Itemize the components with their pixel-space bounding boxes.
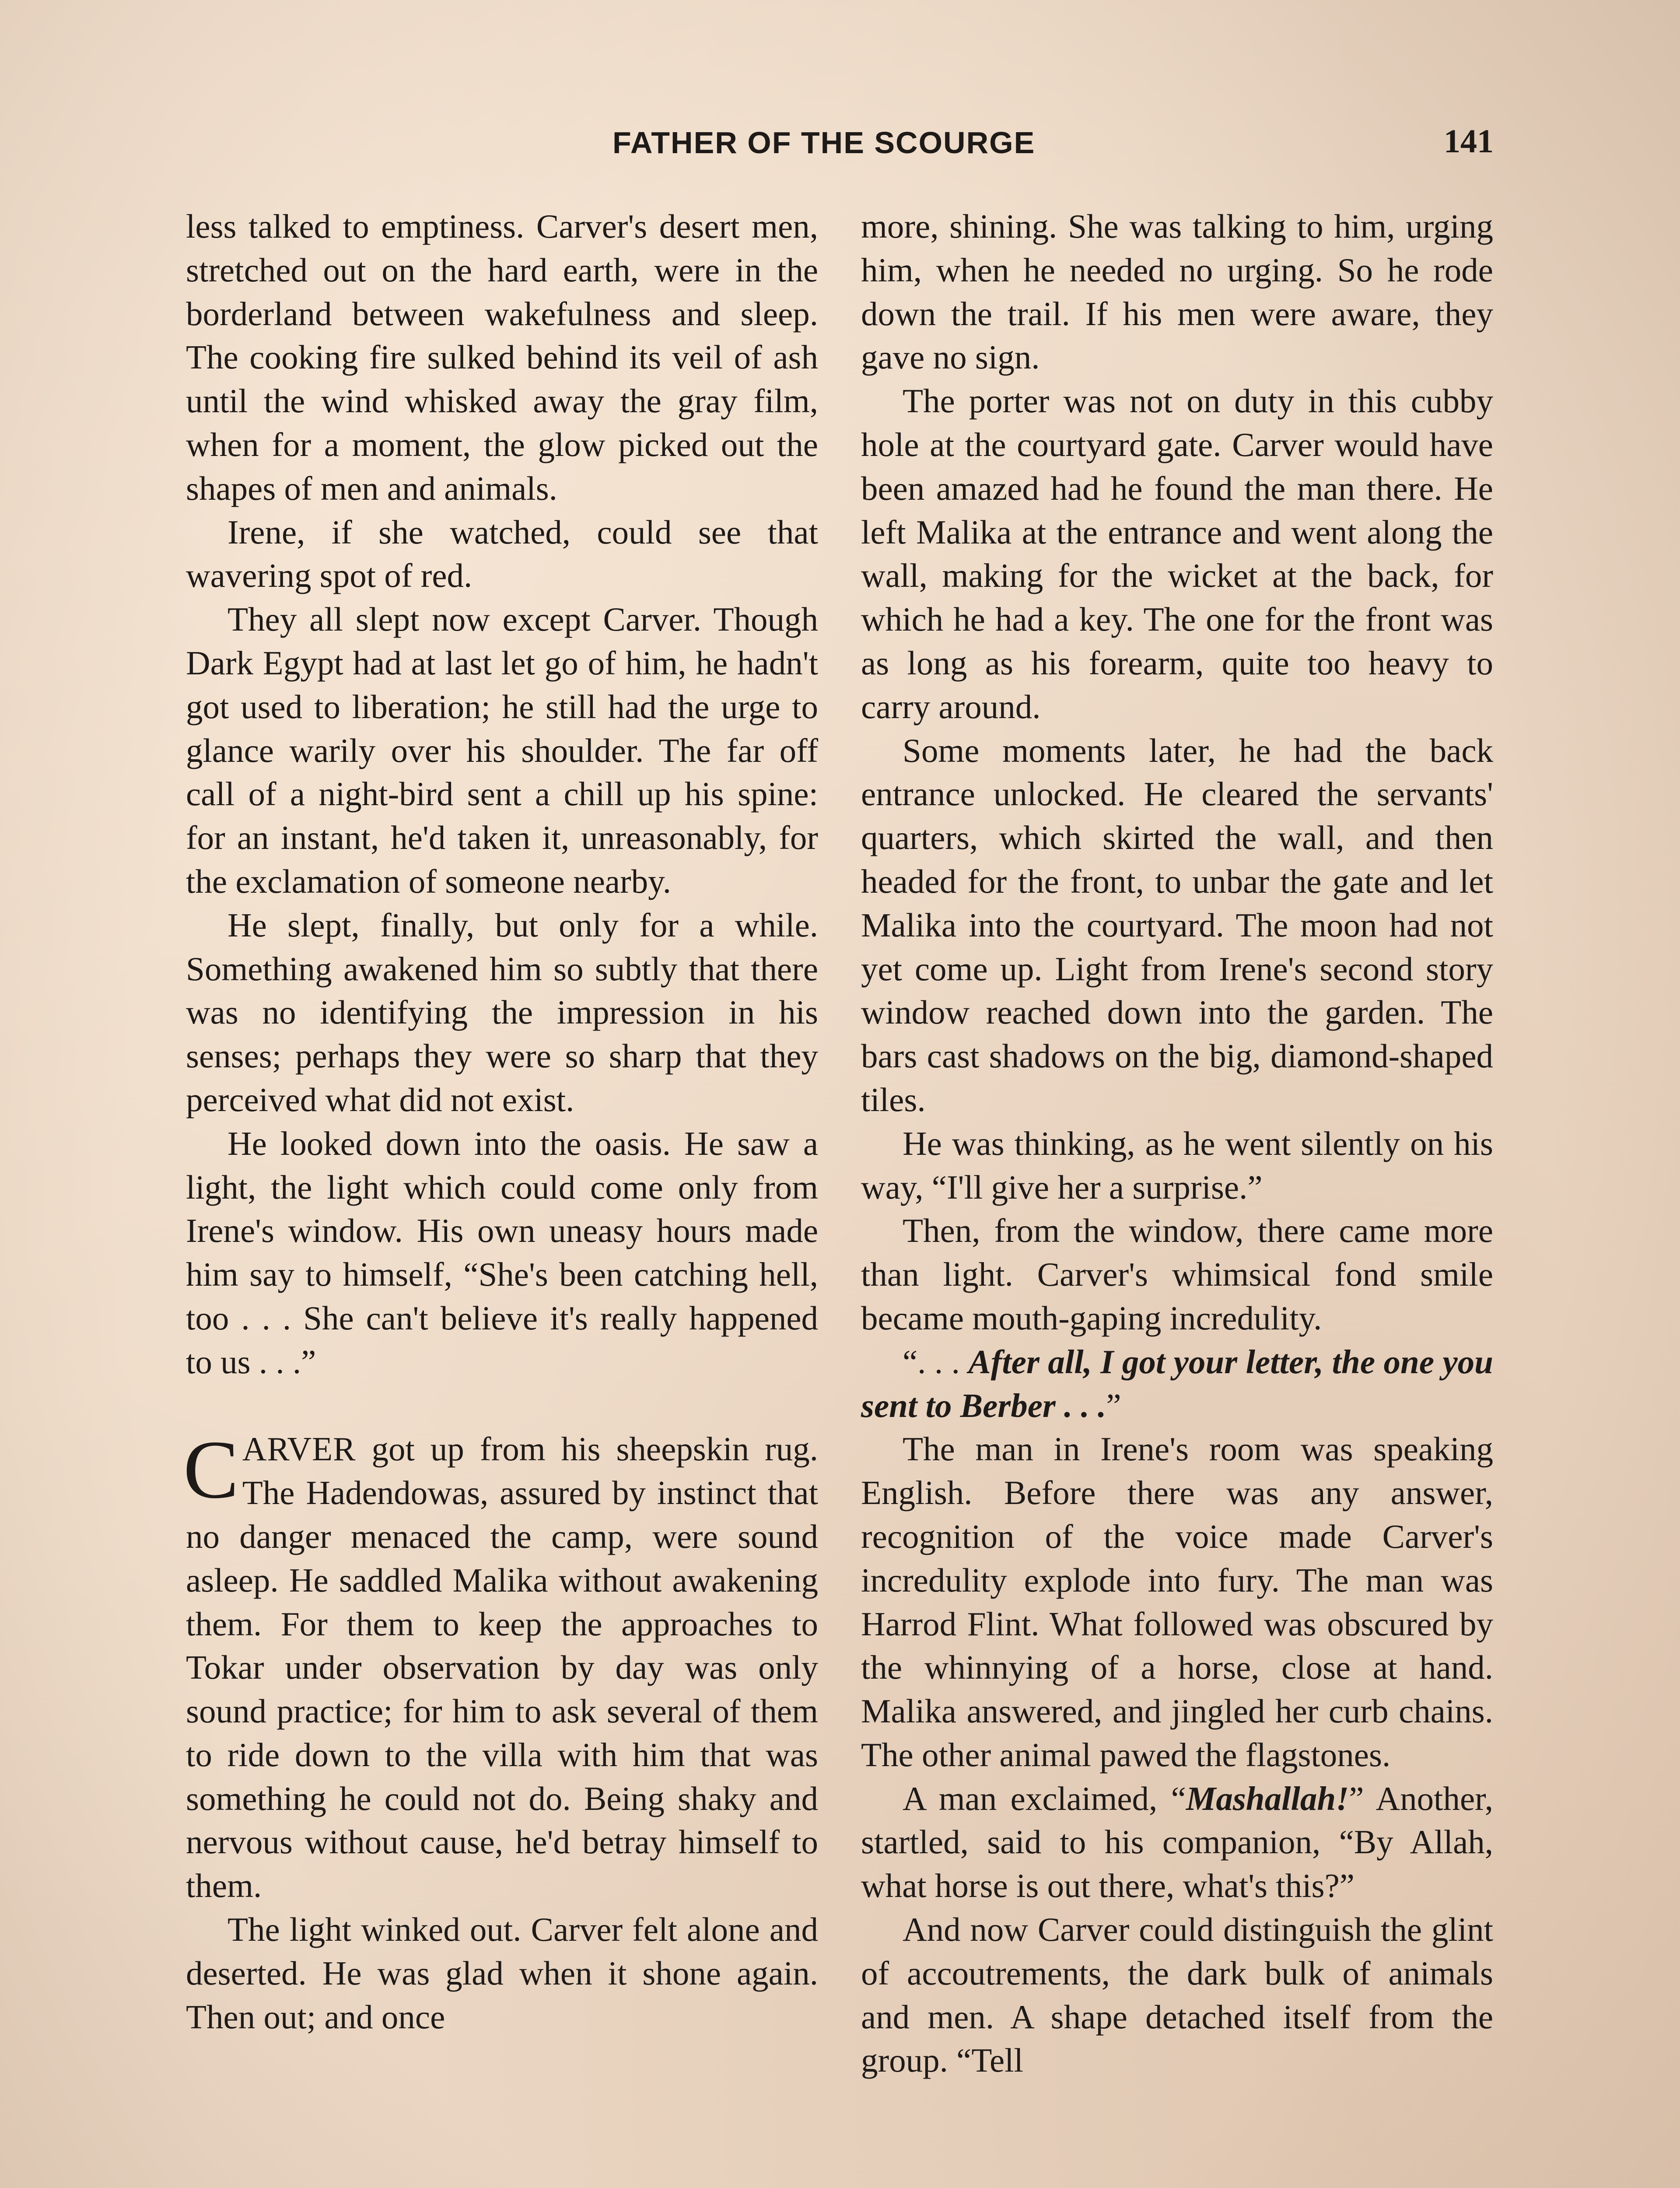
right-column <box>861 205 1493 2083</box>
section-lead-text: got up from his sheepskin rug. The Hadendowas, assured by instinct that no danger menaced the camp, were sound asleep. He saddled Malika without awakening them. For them to keep the approaches to Tokar under observation by day was only sound practice; for him to ask several of them to ride down to the villa with him that was something he could not do. Being shaky and nervous without cause, he'd betray himself to them. <box>186 1430 819 1905</box>
exclaim-italic: Mashallah! <box>1186 1779 1349 1817</box>
paragraph: Some moments later, he had the back entrance unlocked. He cleared the servants' quarters, which skirted the wall, and then headed for the front, to unbar the gate and let Malika into the courtyard. The moon had not yet come up. Light from Irene's second story window reached down into the garden. The bars cast shadows on the big, diamond-shaped tiles. <box>861 731 1493 1119</box>
exclaim-after: ” Another, startled, said to his companion, “By Allah, what horse is out there, what's this?” <box>861 1779 1493 1905</box>
paragraph: The man in Irene's room was speaking English. Before there was any answer, recognition of the voice made Carver's incredulity explode into fury. The man was Harrod Flint. What followed was obscured by the whinnying of a horse, close at hand. Malika answered, and jingled her curb chains. The other animal pawed the flagstones. <box>861 1430 1493 1774</box>
paragraph: Then, from the window, there came more than light. Carver's whimsical fond smile became mouth-gaping incredulity. <box>861 1212 1493 1337</box>
paragraph: He was thinking, as he went silently on his way, “I'll give her a surprise.” <box>861 1124 1493 1206</box>
section-lead-word: ARVER <box>242 1430 356 1468</box>
exclamation-paragraph <box>861 1777 1493 1908</box>
quote-italic-text: After all, I got your letter, the one you sent to Berber . . . <box>861 1343 1493 1424</box>
paragraph: The light winked out. Carver felt alone and deserted. He was glad when it shone again. Then out; and once <box>186 1911 818 2036</box>
quote-open: “. . . <box>903 1343 969 1381</box>
paragraph: less talked to emptiness. Carver's desert men, stretched out on the hard earth, were in the borderland between wakefulness and sleep. The cooking fire sulked behind its veil of ash until the wind whisked away the gray film, when for a moment, the glow picked out the shapes of men and animals. <box>186 207 818 507</box>
section-opening-paragraph <box>183 1424 819 1908</box>
paragraph: Irene, if she watched, could see that wavering spot of red. <box>186 513 818 595</box>
paragraph: The porter was not on duty in this cubby hole at the courtyard gate. Carver would have been amazed had he found the man there. He left Malika at the entrance and went along the wall, making for the wicket at the back, for which he had a key. The one for the front was as long as his forearm, quite too heavy to carry around. <box>861 382 1493 726</box>
quoted-dialogue <box>861 1340 1493 1428</box>
left-column <box>183 205 819 2039</box>
exclaim-before: A man exclaimed, “ <box>903 1779 1186 1817</box>
running-title: FATHER OF THE SCOURGE <box>612 126 1036 160</box>
drop-cap: C <box>183 1424 239 1516</box>
page-number: 141 <box>1444 123 1494 160</box>
paragraph: He slept, finally, but only for a while. Something awakened him so subtly that there was no identifying the impression in his senses; perhaps they were so sharp that they perceived what did not exist. <box>186 906 818 1119</box>
paragraph: They all slept now except Carver. Though Dark Egypt had at last let go of him, he hadn't got used to liberation; he still had the urge to glance warily over his shoulder. The far off call of a night-bird sent a chill up his spine: for an instant, he'd taken it, unreasonably, for the exclamation of someone nearby. <box>186 600 818 900</box>
paragraph: And now Carver could distinguish the glint of accoutrements, the dark bulk of animals and men. A shape detached itself from the group. “Tell <box>861 1911 1493 2079</box>
page-header <box>0 125 1680 169</box>
quote-close: ” <box>1106 1386 1121 1424</box>
paragraph: more, shining. She was talking to him, urging him, when he needed no urging. So he rode down the trail. If his men were aware, they gave no sign. <box>861 207 1493 376</box>
paragraph: He looked down into the oasis. He saw a light, the light which could come only from Irene's window. His own uneasy hours made him say to himself, “She's been catching hell, too . . . She can't believe it's really happened to us . . .” <box>186 1124 818 1381</box>
